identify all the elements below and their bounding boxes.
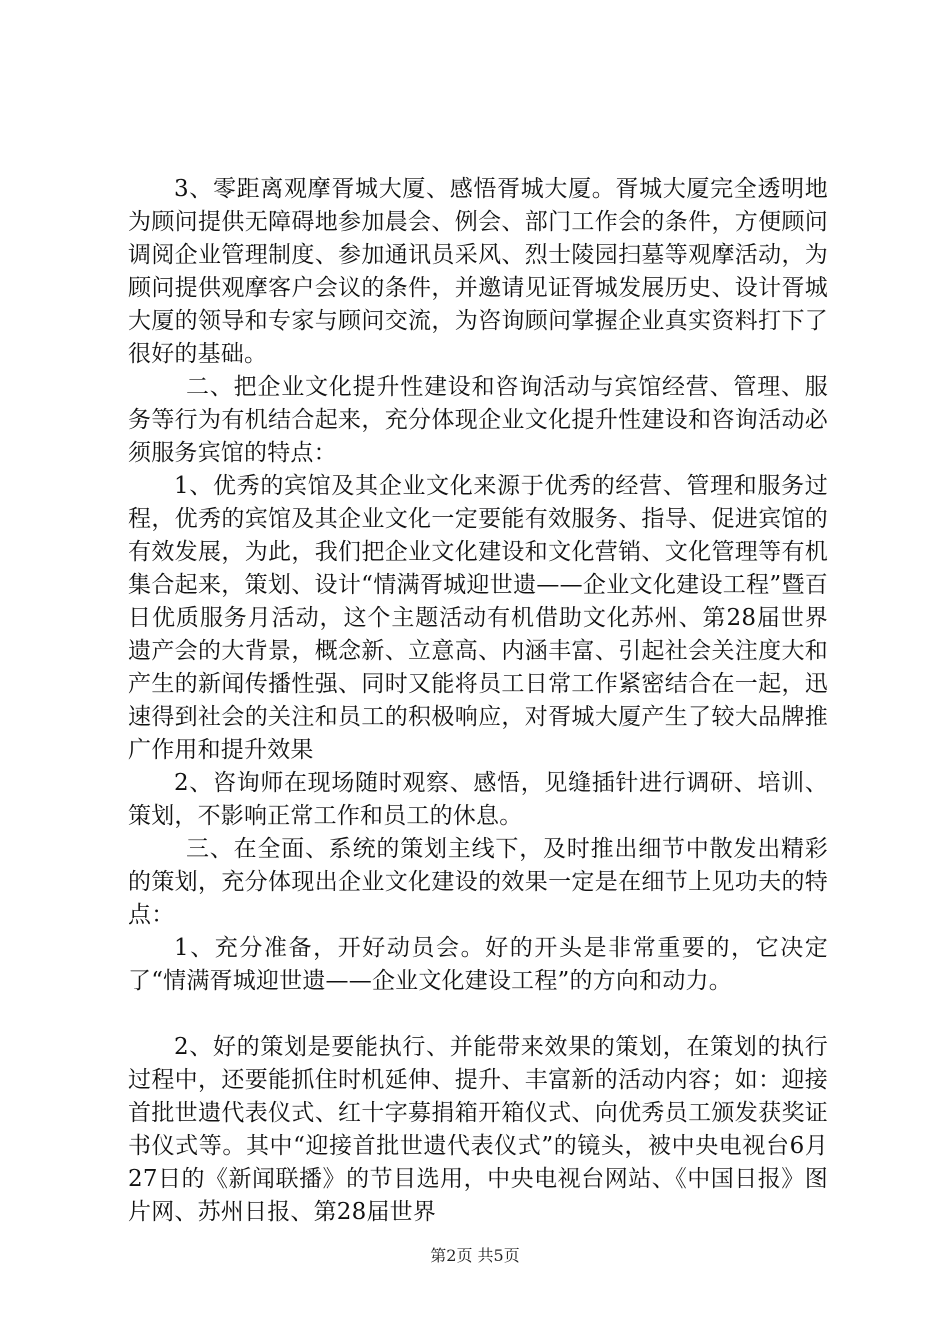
paragraph-4: 2、咨询师在现场随时观察、感悟，见缝插针进行调研、培训、策划，不影响正常工作和员工的休息。 — [128, 770, 828, 829]
paragraph-2: 二、把企业文化提升性建设和咨询活动与宾馆经营、管理、服务等行为有机结合起来，充分体现企业文化提升性建设和咨询活动必须服务宾馆的特点： — [128, 374, 828, 466]
paragraph-5: 三、在全面、系统的策划主线下，及时推出细节中散发出精彩的策划，充分体现出企业文化建设的效果一定是在细节上见功夫的特点： — [128, 836, 828, 928]
paragraph-6: 1、充分准备，开好动员会。好的开头是非常重要的，它决定了“情满胥城迎世遗——企业文化建设工程”的方向和动力。 — [128, 935, 828, 994]
paragraph-3: 1、优秀的宾馆及其企业文化来源于优秀的经营、管理和服务过程，优秀的宾馆及其企业文化一定要能有效服务、指导、促进宾馆的有效发展，为此，我们把企业文化建设和文化营销、文化管理等有机集合起来，策划、设计“情满胥城迎世遗——企业文化建设工程”暨百日优质服务月活动，这个主题活动有机借助文化苏州、第28届世界遗产会的大背景，概念新、立意高、内涵丰富、引起社会关注度大和产生的新闻传播性强、同时又能将员工日常工作紧密结合在一起，迅速得到社会的关注和员工的积极响应，对胥城大厦产生了较大品牌推广作用和提升效果 — [128, 473, 828, 763]
paragraph-7: 2、好的策划是要能执行、并能带来效果的策划，在策划的执行过程中，还要能抓住时机延伸、提升、丰富新的活动内容；如：迎接首批世遗代表仪式、红十字募捐箱开箱仪式、向优秀员工颁发获奖证书仪式等。其中“迎接首批世遗代表仪式”的镜头，被中央电视台6月27日的《新闻联播》的节目选用，中央电视台网站、《中国日报》图片网、苏州日报、第28届世界 — [128, 1034, 828, 1225]
paragraph-1: 3、零距离观摩胥城大厦、感悟胥城大厦。胥城大厦完全透明地为顾问提供无障碍地参加晨会、例会、部门工作会的条件，方便顾问调阅企业管理制度、参加通讯员采风、烈士陵园扫墓等观摩活动，为顾问提供观摩客户会议的条件，并邀请见证胥城发展历史、设计胥城大厦的领导和专家与顾问交流，为咨询顾问掌握企业真实资料打下了很好的基础。 — [128, 176, 828, 367]
document-body — [128, 173, 828, 1229]
page-number-footer: 第2页 共5页 — [430, 1246, 520, 1265]
